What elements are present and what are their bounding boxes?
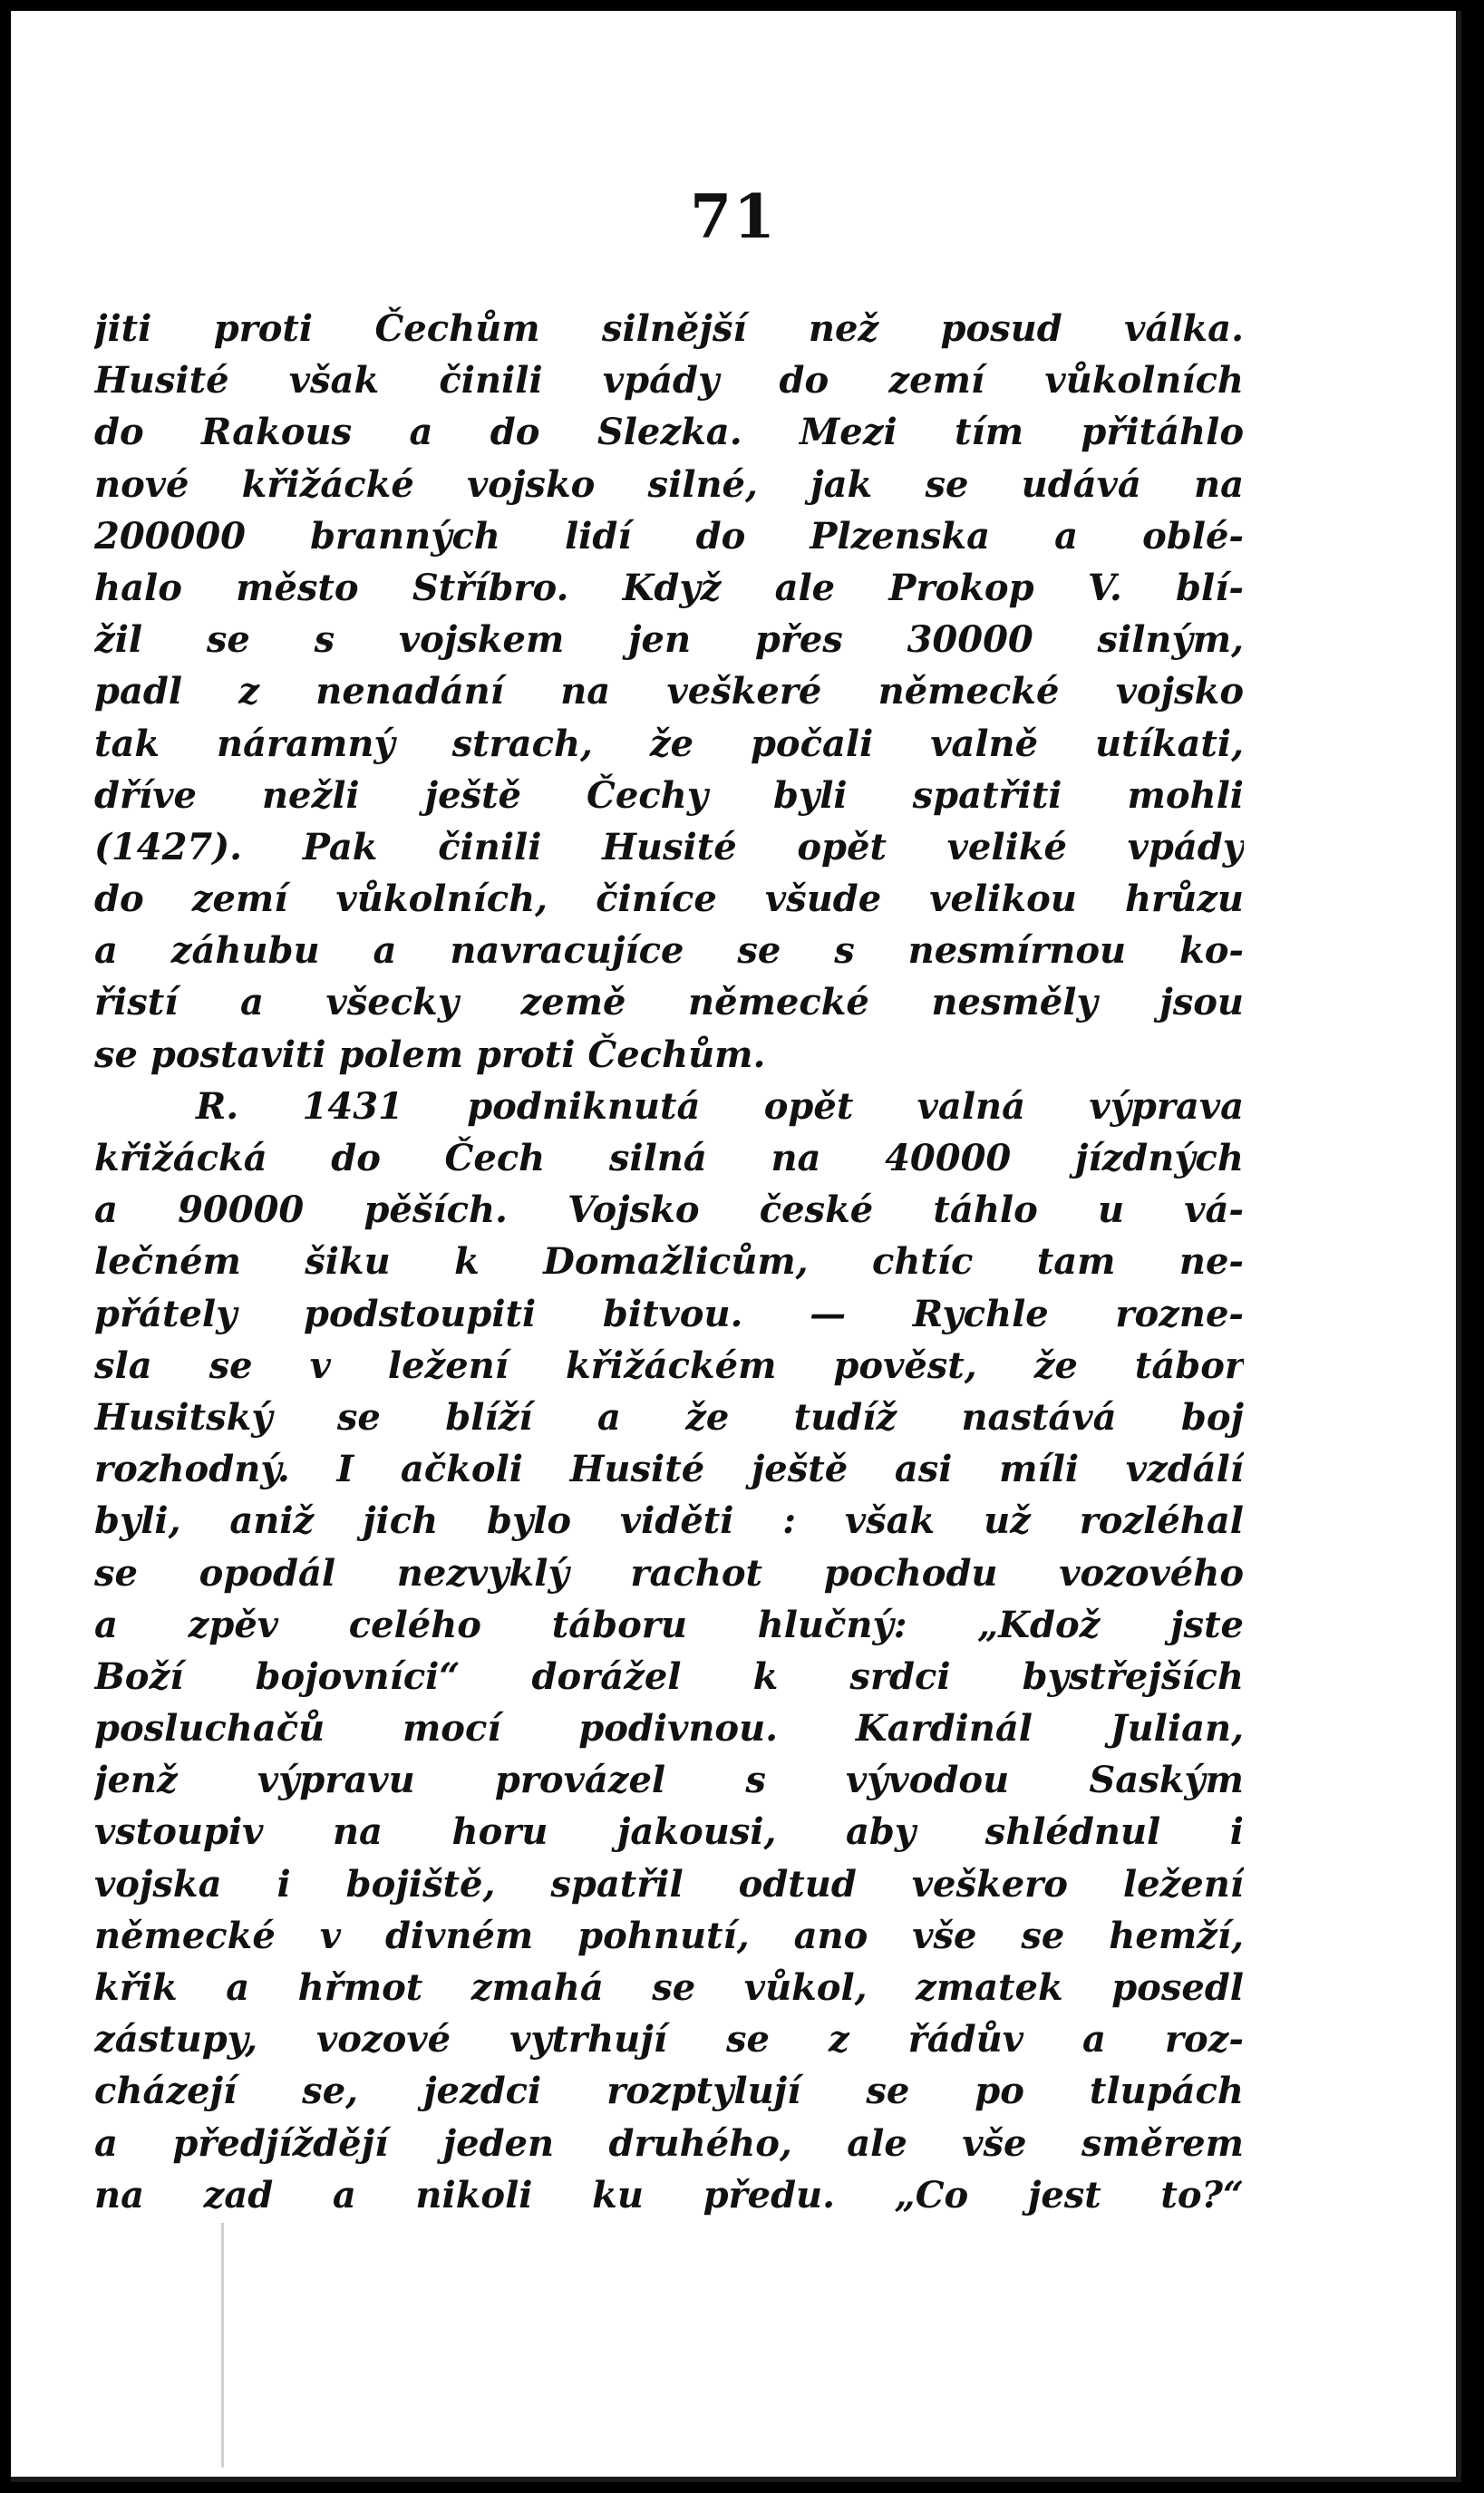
text-line: se postaviti polem proti Čechům. — [94, 1033, 766, 1076]
text-line: německé v divném pohnutí, ano vše se hemží, — [94, 1914, 1244, 1957]
text-line: byli, aniž jich bylo viděti : však už rozléhal — [94, 1499, 1244, 1543]
text-line: 200000 branných lidí do Plzenska a oblé- — [94, 514, 1244, 558]
text-line: se opodál nezvyklý rachot pochodu vozového — [94, 1551, 1244, 1595]
text-line: do Rakous a do Slezka. Mezi tím přitáhlo — [94, 411, 1244, 454]
text-line: lečném šiku k Domažlicům, chtíc tam ne- — [94, 1240, 1244, 1284]
text-line: Husité však činili vpády do zemí vůkolních — [94, 359, 1244, 403]
text-line: a záhubu a navracujíce se s nesmírnou ko- — [94, 929, 1244, 973]
text-line: a zpěv celého táboru hlučný: „Kdož jste — [94, 1603, 1244, 1646]
book-page — [11, 11, 1461, 2482]
text-line: do zemí vůkolních, činíce všude velikou hrůzu — [94, 878, 1244, 921]
body-text — [94, 303, 1244, 2221]
text-line: padl z nenadání na veškeré německé vojsko — [94, 670, 1244, 713]
text-line: sla se v ležení křižáckém pověst, že tábor — [94, 1344, 1244, 1387]
text-line: a 90000 pěších. Vojsko české táhlo u vá- — [94, 1188, 1244, 1232]
text-line: jenž výpravu provázel s vývodou Saským — [94, 1759, 1244, 1802]
text-line: křik a hřmot zmahá se vůkol, zmatek posedl — [94, 1966, 1244, 2009]
text-line: rozhodný. I ačkoli Husité ještě asi míli vzdálí — [94, 1448, 1244, 1491]
text-line: cházejí se, jezdci rozptylují se po tlupách — [94, 2070, 1244, 2113]
text-line: jiti proti Čechům silnější než posud válka. — [94, 307, 1244, 350]
text-line: dříve nežli ještě Čechy byli spatřiti mohli — [94, 773, 1244, 817]
text-line: posluchačů mocí podivnou. Kardinál Julian, — [94, 1707, 1244, 1751]
text-line: řistí a všecky země německé nesměly jsou — [94, 981, 1244, 1024]
text-line: žil se s vojskem jen přes 30000 silným, — [94, 618, 1244, 662]
text-line: (1427). Pak činili Husité opět veliké vpády — [94, 825, 1244, 868]
text-line: nové křižácké vojsko silné, jak se udává na — [94, 462, 1244, 506]
text-line: vstoupiv na horu jakousi, aby shlédnul i — [94, 1810, 1244, 1854]
text-line: halo město Stříbro. Když ale Prokop V. blí- — [94, 566, 1244, 609]
text-line: vojska i bojiště, spatřil odtud veškero ležení — [94, 1862, 1244, 1906]
text-line: křižácká do Čech silná na 40000 jízdných — [94, 1137, 1244, 1179]
text-line: na zad a nikoli ku předu. „Co jest to?“ — [94, 2173, 1244, 2217]
text-line: Boží bojovníci“ dorážel k srdci bystřejších — [94, 1654, 1244, 1698]
scan-crease — [221, 2223, 224, 2468]
text-line: přátely podstoupiti bitvou. — Rychle rozne- — [94, 1292, 1244, 1335]
text-line: zástupy, vozové vytrhují se z řádův a roz- — [94, 2018, 1244, 2061]
text-line: a předjíždějí jeden druhého, ale vše směrem — [94, 2121, 1244, 2165]
text-line: R. 1431 podniknutá opět valná výprava — [196, 1084, 1244, 1128]
text-line: tak náramný strach, že počali valně utíkati, — [94, 722, 1244, 765]
text-line: Husitský se blíží a že tudíž nastává boj — [94, 1395, 1244, 1439]
page-number: 71 — [690, 181, 777, 252]
